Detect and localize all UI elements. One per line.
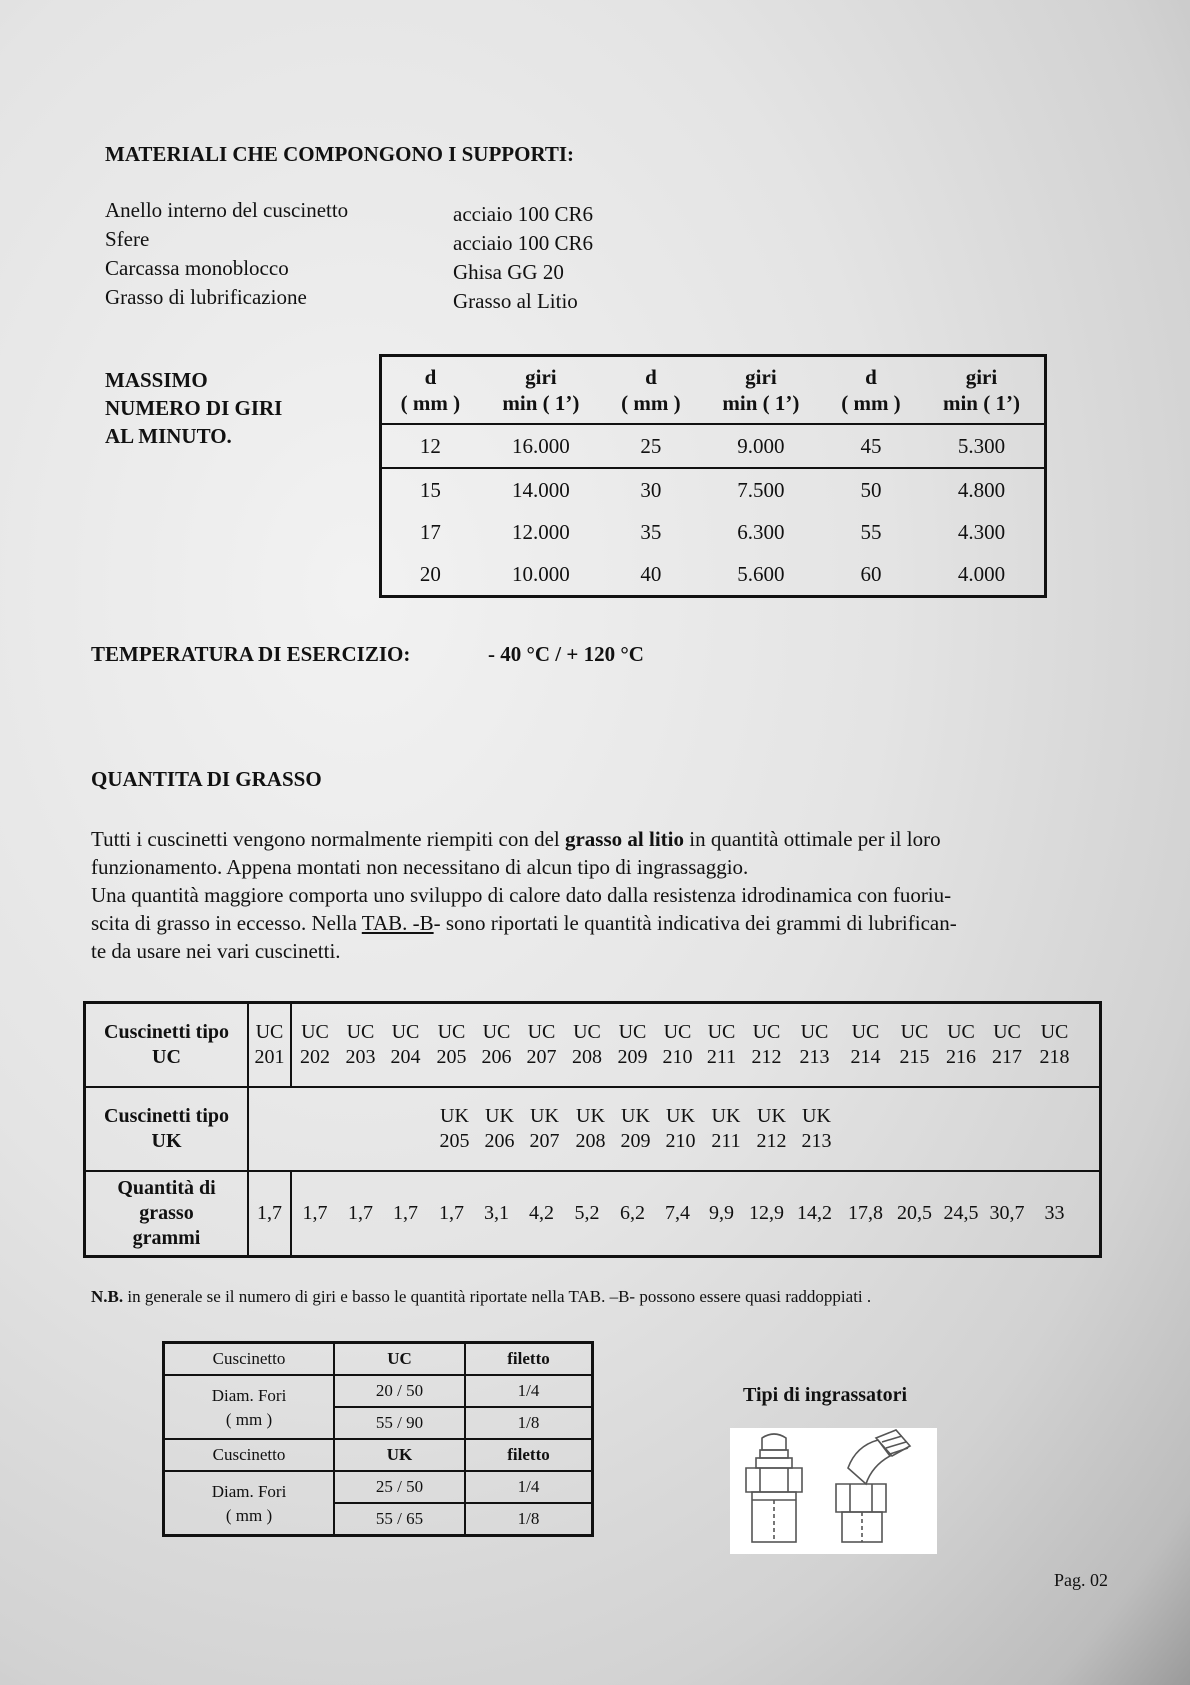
table-cell: 55	[860, 519, 882, 544]
table-cell: 1/4	[465, 1471, 593, 1503]
qty-cell: 24,5	[943, 1201, 979, 1224]
qty-row	[85, 1171, 1101, 1257]
uk-code-cell: UK 206	[484, 1104, 515, 1152]
qty-cell: 5,2	[574, 1201, 600, 1224]
table-cell: 6.300	[737, 519, 785, 544]
material-value: acciaio 100 CR6	[453, 202, 593, 226]
table-cell: 5.600	[737, 561, 785, 586]
qty-cell: 1,7	[257, 1201, 282, 1224]
table-row	[164, 1343, 593, 1376]
greasers-title: Tipi di ingrassatori	[743, 1384, 908, 1406]
material-value: acciaio 100 CR6	[453, 231, 593, 255]
tab-b-reference: TAB. -B	[361, 911, 434, 935]
col-giri: giri min ( 1’)	[919, 356, 1046, 425]
materials-heading: MATERIALI CHE COMPONGONO I SUPPORTI:	[105, 142, 575, 166]
table-cell: 55 / 90	[334, 1407, 465, 1439]
table-cell: 30	[640, 477, 662, 502]
uc-code-cell: UC 205	[436, 1020, 467, 1068]
col-giri: giri min ( 1’)	[479, 356, 603, 425]
uc-code-cell: UC 207	[526, 1020, 557, 1068]
grease-paragraph	[91, 825, 1131, 965]
table-cell: 17	[419, 519, 441, 544]
material-value: Grasso al Litio	[453, 289, 578, 313]
qty-cell: 17,8	[848, 1201, 883, 1224]
qty-first-cell	[248, 1171, 291, 1257]
note: N.B. in generale se il numero di giri e basso le quantità riportate nella TAB. –B- possono essere quasi raddoppiati .	[91, 1287, 872, 1306]
qty-cell: 1,7	[439, 1201, 464, 1224]
speed-heading	[105, 366, 282, 450]
uc-code-cell: UC 201	[254, 1020, 285, 1068]
table-cell: 12.000	[512, 519, 570, 544]
table-cell: Cuscinetto	[164, 1343, 335, 1376]
uc-code-cell: UC 213	[799, 1020, 830, 1068]
uc-code-cell: UC 203	[345, 1020, 376, 1068]
grease-table	[83, 1001, 1102, 1258]
uc-code-cell: UC 210	[662, 1020, 693, 1068]
table-cell: UK	[334, 1439, 465, 1471]
uk-row-header: Cuscinetti tipo UK	[85, 1087, 249, 1171]
qty-cell: 1,7	[393, 1201, 418, 1224]
col-d: d ( mm )	[823, 356, 919, 425]
table-cell: UC	[334, 1343, 465, 1376]
uc-code-cell: UC 217	[992, 1020, 1022, 1068]
table-cell: 4.800	[957, 477, 1006, 502]
greasers-image	[730, 1428, 937, 1554]
table-row	[164, 1439, 593, 1471]
material-value: Ghisa GG 20	[453, 260, 564, 284]
table-cell: 20	[419, 561, 441, 586]
table-cell: 9.000	[699, 424, 823, 468]
grease-heading: QUANTITA DI GRASSO	[91, 767, 322, 791]
qty-cell: 1,7	[302, 1201, 328, 1224]
uc-code-cell: UC 216	[946, 1020, 976, 1068]
table-cell: 60	[860, 561, 882, 586]
table-cell: Diam. Fori ( mm )	[164, 1375, 335, 1439]
uc-code-cell: UC 211	[706, 1020, 737, 1068]
uc-code-cell: UC 214	[850, 1020, 881, 1068]
uc-row	[85, 1003, 1101, 1087]
table-cell: 1/4	[465, 1375, 593, 1407]
temperature-label: TEMPERATURA DI ESERCIZIO:	[91, 642, 411, 666]
table-cell: 45	[823, 424, 919, 468]
table-cell: 5.300	[919, 424, 1046, 468]
qty-cell: 4,2	[529, 1201, 554, 1224]
qty-cell: 6,2	[620, 1201, 645, 1224]
table-cell: 12	[381, 424, 479, 468]
table-cell: 1/8	[465, 1503, 593, 1536]
uc-code-cell: UC 209	[617, 1020, 648, 1068]
uc-code-cell: UC 202	[300, 1020, 330, 1068]
page-number: Pag. 02	[1054, 1570, 1108, 1590]
table-cell: Diam. Fori ( mm )	[164, 1471, 335, 1536]
materials-values	[453, 200, 593, 316]
material-part: Sfere	[105, 227, 150, 251]
qty-cell: 30,7	[989, 1201, 1025, 1224]
paragraph-line: te da usare nei vari cuscinetti.	[91, 939, 341, 963]
table-cell: 16.000	[479, 424, 603, 468]
paragraph-line: Tutti i cuscinetti vengono normalmente riempiti con del grasso al litio in quantità ottimale per il loro	[91, 827, 941, 851]
col-d: d ( mm )	[603, 356, 699, 425]
paragraph-line: funzionamento. Appena montati non necessitano di alcun tipo di ingrassaggio.	[91, 855, 749, 879]
table-cell: filetto	[465, 1439, 593, 1471]
material-part: Anello interno del cuscinetto	[105, 198, 349, 222]
uk-code-cell: UK 211	[711, 1104, 741, 1152]
table-cell: 1/8	[465, 1407, 593, 1439]
col-d: d ( mm )	[381, 356, 479, 425]
table-cell: 14.000	[512, 477, 570, 502]
uk-cells	[248, 1087, 1101, 1171]
table-row	[381, 511, 1046, 553]
table-cell: Cuscinetto	[164, 1439, 335, 1471]
table-cell: 55 / 65	[334, 1503, 465, 1536]
qty-cell: 14,2	[797, 1201, 832, 1224]
table-cell: 35	[640, 519, 662, 544]
table-cell: 50	[860, 477, 882, 502]
uc-code-cell: UC 212	[751, 1020, 782, 1068]
uk-code-cell: UK 208	[575, 1104, 606, 1152]
table-cell: 25 / 50	[334, 1471, 465, 1503]
table-cell: filetto	[465, 1343, 593, 1376]
qty-cells	[291, 1171, 1101, 1257]
qty-cell: 33	[1044, 1201, 1065, 1224]
qty-cell: 1,7	[348, 1201, 373, 1224]
uc-code-cell: UC 208	[572, 1020, 602, 1068]
paragraph-line: scita di grasso in eccesso. Nella TAB. -B- sono riportati le quantità indicativa dei grammi di lubrifican-	[91, 911, 957, 935]
table-row	[164, 1375, 593, 1407]
table-cell: 10.000	[512, 561, 570, 586]
materials-parts	[105, 196, 348, 312]
qty-cell: 9,9	[709, 1201, 734, 1224]
uk-code-cell: UK 213	[801, 1104, 832, 1152]
speed-heading-line: AL MINUTO.	[105, 424, 232, 448]
uk-row	[85, 1087, 1101, 1171]
table-cell: 4.300	[957, 519, 1006, 544]
speed-heading-line: MASSIMO	[105, 368, 208, 392]
table-cell: 40	[640, 561, 662, 586]
uc-cells	[291, 1003, 1101, 1087]
paragraph-line: Una quantità maggiore comporta uno sviluppo di calore dato dalla resistenza idrodinamica con fuoriu-	[91, 883, 952, 907]
uc-code-cell: UC 218	[1039, 1020, 1070, 1068]
material-part: Carcassa monoblocco	[105, 256, 289, 280]
qty-cell: 12,9	[749, 1201, 784, 1224]
table-cell: 4.000	[957, 561, 1006, 586]
table-cell: 20 / 50	[334, 1375, 465, 1407]
uk-code-cell: UK 209	[620, 1104, 651, 1152]
qty-cell: 20,5	[897, 1201, 932, 1224]
table-cell: 15	[419, 477, 441, 502]
speed-heading-line: NUMERO DI GIRI	[105, 396, 283, 420]
col-giri: giri min ( 1’)	[699, 356, 823, 425]
speed-table	[379, 354, 1047, 598]
material-part: Grasso di lubrificazione	[105, 285, 307, 309]
grease-fitting-icon	[730, 1428, 937, 1554]
qty-row-header: Quantità di grasso grammi	[85, 1171, 249, 1257]
temperature-value: - 40 °C / + 120 °C	[488, 642, 644, 666]
table-cell: 25	[603, 424, 699, 468]
table-row	[381, 424, 1046, 468]
qty-cell: 7,4	[665, 1201, 690, 1224]
table-cell: 7.500	[737, 477, 785, 502]
uc-first-cell	[248, 1003, 291, 1087]
uc-row-header: Cuscinetti tipo UC	[85, 1003, 249, 1087]
uk-code-cell: UK 212	[756, 1104, 787, 1152]
table-row	[164, 1471, 593, 1503]
speed-table-header	[381, 356, 1046, 425]
uk-code-cell: UK 210	[665, 1104, 696, 1152]
uc-code-cell: UC 204	[390, 1020, 421, 1068]
thread-table	[162, 1341, 594, 1537]
table-row	[381, 553, 1046, 597]
uc-code-cell: UC 206	[481, 1020, 512, 1068]
table-row	[381, 468, 1046, 511]
uk-code-cell: UK 205	[439, 1104, 470, 1152]
uk-code-cell: UK 207	[529, 1104, 560, 1152]
uc-code-cell: UC 215	[899, 1020, 930, 1068]
qty-cell: 3,1	[484, 1201, 509, 1224]
